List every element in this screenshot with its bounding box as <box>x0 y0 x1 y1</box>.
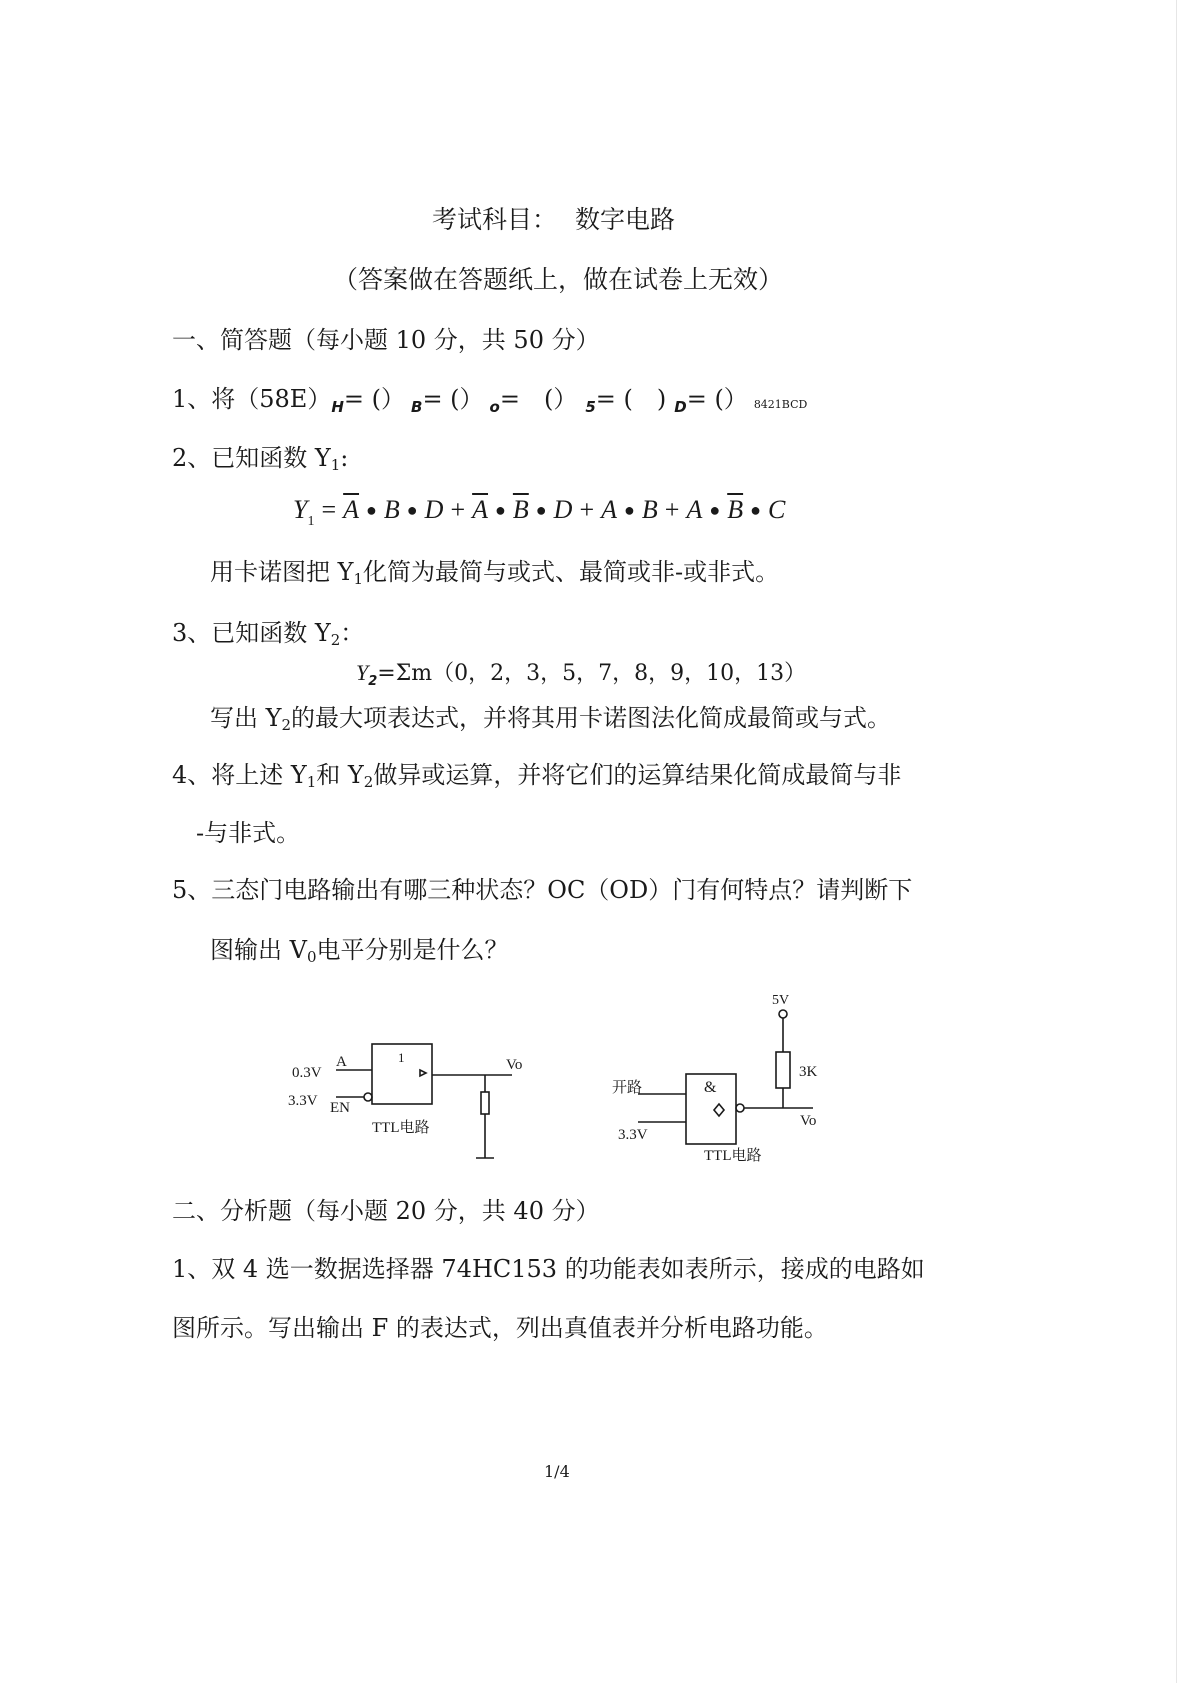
y2-rhs: =Σm（0，2，3，5，7，8，9，10，13） <box>377 661 807 686</box>
q3-title-tail: ： <box>340 619 365 647</box>
question-4-line1 <box>172 760 901 797</box>
section2-question1-line1: 1、双 4 选一数据选择器 74HC153 的功能表如表所示，接成的电路如 <box>172 1255 925 1283</box>
question-4-line2: -与非式。 <box>196 819 301 847</box>
subject-name: 数字电路 <box>575 205 676 234</box>
resistor-label: 3K <box>799 1064 818 1080</box>
q4-c: 做异或运算，并将它们的运算结果化简成最简与非 <box>373 761 902 789</box>
q1-blank-bcd: = (） <box>686 385 748 413</box>
question-1 <box>172 384 807 422</box>
in1-voltage-label: 0.3V <box>292 1065 322 1081</box>
q1-blank-octal: = (） <box>422 385 484 413</box>
supply-terminal <box>779 1010 787 1018</box>
oc-output-icon <box>714 1104 724 1116</box>
q4-b: 和 Y <box>316 761 364 789</box>
y2-lhs-sub: 2 <box>368 674 378 689</box>
section2-title: 二、分析题（每小题 20 分，共 40 分） <box>172 1197 600 1225</box>
oc-gate-circuit <box>608 990 848 1168</box>
q2-instr-sub: 1 <box>353 570 364 588</box>
q5-a: 图输出 V <box>210 936 307 964</box>
output-label: Vo <box>506 1057 523 1073</box>
in1-label: 开路 <box>612 1080 643 1096</box>
bcd-label: 8421BCD <box>753 398 808 411</box>
q2-title-tail: : <box>340 444 349 472</box>
q1-prefix: 1、将（58E） <box>172 385 332 413</box>
tristate-gate-circuit <box>280 1030 550 1170</box>
q4-sub1: 1 <box>306 773 317 791</box>
and-mark: & <box>704 1079 717 1096</box>
q5-sub: 0 <box>306 948 317 966</box>
q4-a: 4、将上述 Y <box>172 761 307 789</box>
answer-note: （答案做在答题纸上，做在试卷上无效） <box>333 265 784 294</box>
base-d-mark: D <box>674 398 687 416</box>
question-5-line2 <box>210 935 509 972</box>
section1-title: 一、简答题（每小题 10 分，共 50 分） <box>172 326 600 354</box>
gate-mark: 1 <box>398 1050 405 1065</box>
in2-voltage-label: 3.3V <box>288 1093 318 1109</box>
q3-instr-a: 写出 Y <box>210 704 282 732</box>
q2-instr-a: 用卡诺图把 Y <box>210 558 354 586</box>
q3-title-sub: 2 <box>330 631 341 649</box>
q5-b: 电平分别是什么？ <box>316 936 509 964</box>
y1-equation: $Y_1 = \overline{A}$ ● B ● $D + \overline{A}$ ● $\overline{B}$ ● D + A ● B + A ● $\overline{B}$ ● C <box>293 495 786 529</box>
subject-label: 考试科目： <box>432 205 558 234</box>
y2-formula <box>356 658 806 697</box>
question-3-instruction <box>210 703 891 740</box>
q3-title-text: 3、已知函数 Y <box>172 619 331 647</box>
left-caption: TTL电路 <box>372 1120 430 1136</box>
in1-name-label: A <box>336 1054 347 1070</box>
right-caption: TTL电路 <box>704 1148 762 1164</box>
tristate-output-icon <box>420 1070 426 1076</box>
question-5-line1: 5、三态门电路输出有哪三种状态？OC（OD）门有何特点？请判断下 <box>172 876 913 904</box>
in2-name-label: EN <box>330 1100 350 1116</box>
base-o-mark: o <box>489 398 500 416</box>
q1-blank-base5: = (） <box>499 385 578 413</box>
output-inversion-bubble <box>736 1104 744 1112</box>
q4-sub2: 2 <box>363 773 374 791</box>
q2-title-sub: 1 <box>330 456 341 474</box>
output-label: Vo <box>800 1113 817 1129</box>
y1-lhs-sub: 1 <box>307 514 315 529</box>
pullup-resistor <box>776 1052 790 1088</box>
q1-blank-decimal: = ( ) <box>595 385 667 413</box>
base-b-mark: B <box>411 398 423 416</box>
base-5-mark: 5 <box>585 398 596 416</box>
supply-label: 5V <box>772 993 790 1008</box>
y1-lhs: Y <box>293 495 308 524</box>
question-2-instruction <box>210 557 779 594</box>
section2-question1-line2: 图所示。写出输出 F 的表达式，列出真值表并分析电路功能。 <box>172 1314 828 1342</box>
q1-blank-binary: = (） <box>343 385 405 413</box>
q3-instr-sub: 2 <box>281 716 292 734</box>
base-h-mark: H <box>331 398 344 416</box>
pull-down-resistor <box>481 1092 489 1114</box>
question-2-title <box>172 443 348 480</box>
in2-label: 3.3V <box>618 1127 648 1143</box>
exam-subject-line <box>432 205 675 235</box>
y2-lhs: Y <box>356 660 369 685</box>
page-number: 1/4 <box>544 1462 570 1481</box>
q2-title-text: 2、已知函数 Y <box>172 444 331 472</box>
scan-edge <box>1176 0 1177 1683</box>
en-inversion-bubble <box>364 1093 372 1101</box>
q2-instr-b: 化简为最简与或式、最简或非-或非式。 <box>363 558 780 586</box>
question-3-title <box>172 618 364 655</box>
q3-instr-b: 的最大项表达式，并将其用卡诺图法化简成最简或与式。 <box>291 704 892 732</box>
